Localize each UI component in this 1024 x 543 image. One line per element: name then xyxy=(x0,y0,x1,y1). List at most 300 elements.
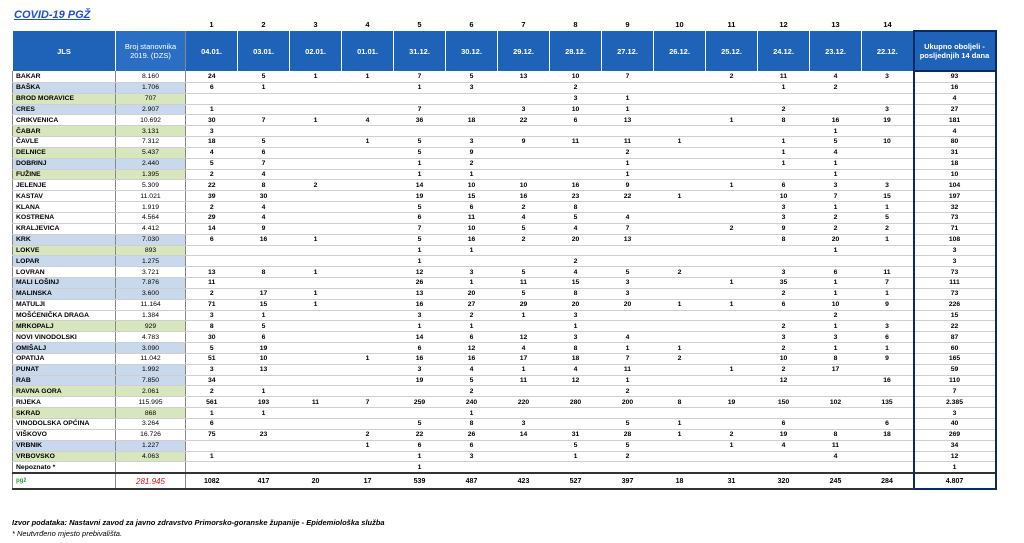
row-daily-cases xyxy=(290,169,342,180)
row-daily-cases: 7 xyxy=(810,191,862,202)
row-daily-cases xyxy=(550,126,602,137)
row-daily-cases xyxy=(290,353,342,364)
row-daily-cases: 3 xyxy=(810,332,862,343)
row-daily-cases: 4 xyxy=(498,212,550,223)
footnote: * Neutvrđeno mjesto prebivališta. xyxy=(12,529,123,538)
row-daily-cases xyxy=(810,419,862,430)
row-total: 110 xyxy=(914,375,996,386)
row-daily-cases: 259 xyxy=(394,397,446,408)
row-daily-cases: 4 xyxy=(602,332,654,343)
row-daily-cases xyxy=(758,256,810,267)
row-daily-cases: 19 xyxy=(862,115,914,126)
row-daily-cases: 11 xyxy=(758,71,810,82)
row-daily-cases: 1 xyxy=(758,147,810,158)
row-daily-cases: 11 xyxy=(446,212,498,223)
row-daily-cases xyxy=(342,310,394,321)
row-daily-cases xyxy=(550,158,602,169)
row-daily-cases xyxy=(706,321,758,332)
row-daily-cases: 18 xyxy=(550,353,602,364)
row-daily-cases xyxy=(342,245,394,256)
row-daily-cases: 6 xyxy=(394,440,446,451)
row-daily-cases: 8 xyxy=(758,115,810,126)
row-daily-cases xyxy=(186,462,238,473)
row-daily-cases xyxy=(654,408,706,419)
row-daily-cases: 5 xyxy=(394,419,446,430)
header-date: 25.12. xyxy=(706,31,758,71)
row-daily-cases xyxy=(498,169,550,180)
row-municipality: VINODOLSKA OPĆINA xyxy=(13,419,116,430)
row-population: 868 xyxy=(116,408,186,419)
row-daily-cases: 2 xyxy=(758,364,810,375)
row-daily-cases: 1 xyxy=(186,451,238,462)
row-population: 1.395 xyxy=(116,169,186,180)
row-daily-cases xyxy=(498,126,550,137)
row-daily-cases xyxy=(498,245,550,256)
row-municipality: NOVI VINODOLSKI xyxy=(13,332,116,343)
row-daily-cases xyxy=(342,299,394,310)
row-daily-cases: 1 xyxy=(342,353,394,364)
row-daily-cases xyxy=(186,93,238,104)
row-daily-cases: 20 xyxy=(550,299,602,310)
row-daily-cases: 8 xyxy=(446,419,498,430)
row-daily-cases xyxy=(498,321,550,332)
table-row xyxy=(13,223,996,234)
row-daily-cases: 10 xyxy=(550,71,602,82)
sum-row xyxy=(13,473,996,489)
row-municipality: MATULJI xyxy=(13,299,116,310)
row-population: 3.264 xyxy=(116,419,186,430)
row-daily-cases: 34 xyxy=(186,375,238,386)
row-municipality: DOBRINJ xyxy=(13,158,116,169)
row-population: 1.919 xyxy=(116,202,186,213)
sum-daily-cases: 245 xyxy=(810,473,862,489)
row-daily-cases: 5 xyxy=(498,288,550,299)
table-row xyxy=(13,126,996,137)
row-daily-cases xyxy=(706,137,758,148)
row-municipality: DELNICE xyxy=(13,147,116,158)
row-daily-cases: 561 xyxy=(186,397,238,408)
row-daily-cases: 1 xyxy=(706,299,758,310)
row-daily-cases: 4 xyxy=(446,364,498,375)
column-number: 6 xyxy=(469,20,474,29)
row-daily-cases: 1 xyxy=(238,310,290,321)
row-daily-cases xyxy=(342,267,394,278)
row-daily-cases: 1 xyxy=(758,158,810,169)
row-daily-cases: 9 xyxy=(238,223,290,234)
row-daily-cases xyxy=(706,147,758,158)
row-municipality: MALINSKA xyxy=(13,288,116,299)
pgz-logo: pgž xyxy=(16,478,27,485)
row-daily-cases: 9 xyxy=(602,180,654,191)
row-daily-cases: 6 xyxy=(862,419,914,430)
sum-daily-cases: 18 xyxy=(654,473,706,489)
row-daily-cases: 8 xyxy=(238,180,290,191)
row-daily-cases: 9 xyxy=(862,353,914,364)
row-daily-cases xyxy=(654,440,706,451)
row-daily-cases: 4 xyxy=(342,115,394,126)
row-daily-cases: 11 xyxy=(602,137,654,148)
row-daily-cases: 135 xyxy=(862,397,914,408)
row-municipality: LOPAR xyxy=(13,256,116,267)
row-daily-cases: 4 xyxy=(550,364,602,375)
row-daily-cases xyxy=(602,82,654,93)
sum-daily-cases: 320 xyxy=(758,473,810,489)
table-row xyxy=(13,158,996,169)
row-daily-cases: 3 xyxy=(446,82,498,93)
row-daily-cases: 6 xyxy=(446,440,498,451)
row-daily-cases: 10 xyxy=(498,180,550,191)
row-daily-cases: 1 xyxy=(394,451,446,462)
row-daily-cases xyxy=(550,169,602,180)
row-daily-cases: 3 xyxy=(602,288,654,299)
row-daily-cases: 5 xyxy=(498,267,550,278)
row-daily-cases: 1 xyxy=(394,169,446,180)
row-daily-cases: 1 xyxy=(602,104,654,115)
row-daily-cases: 2 xyxy=(186,386,238,397)
row-daily-cases: 2 xyxy=(602,147,654,158)
row-daily-cases: 2 xyxy=(186,202,238,213)
row-municipality: MRKOPALJ xyxy=(13,321,116,332)
table-row xyxy=(13,147,996,158)
row-daily-cases xyxy=(654,223,706,234)
row-daily-cases xyxy=(342,408,394,419)
column-number: 13 xyxy=(831,20,840,29)
row-daily-cases: 3 xyxy=(550,93,602,104)
row-daily-cases: 3 xyxy=(394,310,446,321)
row-daily-cases: 3 xyxy=(446,451,498,462)
row-daily-cases: 11 xyxy=(602,364,654,375)
row-daily-cases: 1 xyxy=(602,343,654,354)
row-daily-cases: 75 xyxy=(186,429,238,440)
sum-daily-cases: 31 xyxy=(706,473,758,489)
table-row xyxy=(13,397,996,408)
row-municipality: VRBOVSKO xyxy=(13,451,116,462)
row-total: 22 xyxy=(914,321,996,332)
row-daily-cases: 20 xyxy=(602,299,654,310)
row-daily-cases: 1 xyxy=(810,202,862,213)
row-daily-cases: 3 xyxy=(186,126,238,137)
row-total: 7 xyxy=(914,386,996,397)
row-daily-cases: 4 xyxy=(238,169,290,180)
row-daily-cases: 8 xyxy=(238,267,290,278)
row-daily-cases xyxy=(290,158,342,169)
row-daily-cases: 1 xyxy=(446,169,498,180)
header-date: 22.12. xyxy=(862,31,914,71)
row-daily-cases xyxy=(758,169,810,180)
row-daily-cases xyxy=(706,158,758,169)
row-total: 40 xyxy=(914,419,996,430)
sum-total: 4.807 xyxy=(914,473,996,489)
row-population: 1.275 xyxy=(116,256,186,267)
row-daily-cases: 3 xyxy=(446,267,498,278)
row-daily-cases: 1 xyxy=(498,310,550,321)
row-daily-cases: 35 xyxy=(758,278,810,289)
row-daily-cases: 7 xyxy=(394,223,446,234)
row-daily-cases xyxy=(342,191,394,202)
row-daily-cases xyxy=(290,451,342,462)
row-total: 269 xyxy=(914,429,996,440)
row-daily-cases: 5 xyxy=(238,321,290,332)
header-date: 28.12. xyxy=(550,31,602,71)
row-daily-cases: 12 xyxy=(550,375,602,386)
header-date: 30.12. xyxy=(446,31,498,71)
sum-daily-cases: 423 xyxy=(498,473,550,489)
row-daily-cases xyxy=(290,93,342,104)
row-total: 93 xyxy=(914,71,996,82)
row-daily-cases: 5 xyxy=(394,137,446,148)
row-population: 115.995 xyxy=(116,397,186,408)
row-daily-cases: 16 xyxy=(550,180,602,191)
row-daily-cases: 1 xyxy=(810,126,862,137)
row-daily-cases: 3 xyxy=(810,180,862,191)
row-daily-cases: 2 xyxy=(186,169,238,180)
row-daily-cases: 6 xyxy=(446,332,498,343)
row-daily-cases: 2 xyxy=(810,310,862,321)
row-daily-cases: 2 xyxy=(498,234,550,245)
row-daily-cases xyxy=(654,71,706,82)
row-daily-cases xyxy=(550,147,602,158)
row-daily-cases: 4 xyxy=(550,223,602,234)
row-daily-cases xyxy=(654,256,706,267)
row-daily-cases xyxy=(394,126,446,137)
row-daily-cases: 3 xyxy=(758,212,810,223)
table-row xyxy=(13,71,996,82)
table-row xyxy=(13,321,996,332)
row-total: 1 xyxy=(914,462,996,473)
row-daily-cases: 29 xyxy=(186,212,238,223)
header-date: 01.01. xyxy=(342,31,394,71)
row-daily-cases xyxy=(238,278,290,289)
row-daily-cases: 1 xyxy=(602,375,654,386)
table-row xyxy=(13,93,996,104)
row-daily-cases: 17 xyxy=(810,364,862,375)
column-number: 7 xyxy=(521,20,526,29)
row-daily-cases xyxy=(498,82,550,93)
row-daily-cases: 6 xyxy=(758,419,810,430)
table-row xyxy=(13,104,996,115)
row-daily-cases xyxy=(342,256,394,267)
row-daily-cases xyxy=(290,191,342,202)
row-daily-cases xyxy=(498,93,550,104)
row-total: 181 xyxy=(914,115,996,126)
table-row xyxy=(13,375,996,386)
row-daily-cases xyxy=(290,408,342,419)
row-daily-cases: 4 xyxy=(602,212,654,223)
row-daily-cases: 2 xyxy=(602,386,654,397)
row-daily-cases: 6 xyxy=(810,267,862,278)
row-daily-cases xyxy=(862,440,914,451)
row-daily-cases xyxy=(498,256,550,267)
row-daily-cases xyxy=(550,419,602,430)
row-municipality: VIŠKOVO xyxy=(13,429,116,440)
row-population: 4.063 xyxy=(116,451,186,462)
row-daily-cases: 1 xyxy=(290,234,342,245)
row-daily-cases: 1 xyxy=(862,288,914,299)
row-daily-cases: 1 xyxy=(654,299,706,310)
row-daily-cases: 3 xyxy=(498,419,550,430)
row-daily-cases xyxy=(654,310,706,321)
row-daily-cases xyxy=(342,375,394,386)
row-daily-cases xyxy=(342,386,394,397)
table-row xyxy=(13,408,996,419)
column-number: 5 xyxy=(417,20,422,29)
row-daily-cases: 1 xyxy=(810,169,862,180)
row-daily-cases xyxy=(862,451,914,462)
column-number-blank xyxy=(13,18,116,31)
table-row xyxy=(13,288,996,299)
row-daily-cases: 2 xyxy=(758,104,810,115)
row-daily-cases xyxy=(394,93,446,104)
row-daily-cases xyxy=(654,147,706,158)
row-daily-cases xyxy=(862,147,914,158)
row-daily-cases: 28 xyxy=(602,429,654,440)
header-total: Ukupno oboljeli - posljednjih 14 dana xyxy=(914,31,996,71)
row-daily-cases xyxy=(706,82,758,93)
row-daily-cases: 1 xyxy=(394,245,446,256)
row-daily-cases: 7 xyxy=(602,353,654,364)
row-population: 5.309 xyxy=(116,180,186,191)
row-daily-cases: 5 xyxy=(810,137,862,148)
row-daily-cases: 10 xyxy=(758,191,810,202)
row-municipality: OPATIJA xyxy=(13,353,116,364)
row-daily-cases: 2 xyxy=(550,256,602,267)
row-daily-cases xyxy=(862,408,914,419)
row-total: 32 xyxy=(914,202,996,213)
row-daily-cases xyxy=(290,332,342,343)
row-population: 7.850 xyxy=(116,375,186,386)
header-date: 29.12. xyxy=(498,31,550,71)
row-daily-cases xyxy=(862,93,914,104)
row-total: 18 xyxy=(914,158,996,169)
row-daily-cases xyxy=(342,202,394,213)
row-daily-cases: 5 xyxy=(394,234,446,245)
row-daily-cases xyxy=(810,408,862,419)
row-daily-cases: 2 xyxy=(810,212,862,223)
row-population: 7.876 xyxy=(116,278,186,289)
row-daily-cases xyxy=(342,82,394,93)
row-daily-cases: 11 xyxy=(810,440,862,451)
row-daily-cases: 6 xyxy=(758,180,810,191)
row-daily-cases: 1 xyxy=(550,321,602,332)
sum-daily-cases: 20 xyxy=(290,473,342,489)
row-total: 73 xyxy=(914,212,996,223)
table-row xyxy=(13,267,996,278)
row-daily-cases: 2 xyxy=(342,429,394,440)
row-total: 87 xyxy=(914,332,996,343)
row-municipality: BAKAR xyxy=(13,71,116,82)
row-daily-cases: 1 xyxy=(394,82,446,93)
row-daily-cases xyxy=(602,256,654,267)
row-daily-cases xyxy=(758,462,810,473)
row-daily-cases: 36 xyxy=(394,115,446,126)
row-daily-cases: 6 xyxy=(758,299,810,310)
row-daily-cases: 16 xyxy=(810,115,862,126)
row-daily-cases xyxy=(654,212,706,223)
row-daily-cases: 9 xyxy=(446,147,498,158)
row-population: 4.564 xyxy=(116,212,186,223)
sum-daily-cases: 17 xyxy=(342,473,394,489)
row-daily-cases xyxy=(550,245,602,256)
page-title[interactable]: COVID-19 PGŽ xyxy=(14,9,91,21)
row-daily-cases xyxy=(186,245,238,256)
row-daily-cases: 7 xyxy=(238,158,290,169)
row-daily-cases xyxy=(342,332,394,343)
row-daily-cases xyxy=(446,462,498,473)
row-daily-cases xyxy=(342,364,394,375)
row-daily-cases xyxy=(550,386,602,397)
row-daily-cases xyxy=(498,158,550,169)
row-daily-cases xyxy=(498,451,550,462)
row-daily-cases: 11 xyxy=(186,278,238,289)
row-daily-cases xyxy=(550,462,602,473)
row-daily-cases: 6 xyxy=(394,343,446,354)
column-number: 2 xyxy=(261,20,266,29)
row-daily-cases: 19 xyxy=(706,397,758,408)
row-daily-cases: 20 xyxy=(550,234,602,245)
row-municipality: MOŠĆENIČKA DRAGA xyxy=(13,310,116,321)
row-daily-cases xyxy=(290,462,342,473)
row-daily-cases: 5 xyxy=(550,440,602,451)
row-daily-cases xyxy=(706,386,758,397)
row-daily-cases: 1 xyxy=(394,158,446,169)
row-population: 2.440 xyxy=(116,158,186,169)
row-daily-cases: 13 xyxy=(186,267,238,278)
row-daily-cases: 1 xyxy=(810,158,862,169)
row-daily-cases xyxy=(706,191,758,202)
row-daily-cases xyxy=(862,386,914,397)
header-jls: JLS xyxy=(13,31,116,71)
row-population: 1.706 xyxy=(116,82,186,93)
row-daily-cases: 240 xyxy=(446,397,498,408)
row-population: 3.600 xyxy=(116,288,186,299)
column-number: 12 xyxy=(779,20,788,29)
row-daily-cases xyxy=(342,180,394,191)
row-daily-cases xyxy=(654,451,706,462)
row-daily-cases: 9 xyxy=(862,299,914,310)
row-daily-cases: 20 xyxy=(446,288,498,299)
row-daily-cases: 10 xyxy=(758,353,810,364)
row-daily-cases: 1 xyxy=(758,137,810,148)
row-daily-cases: 8 xyxy=(810,353,862,364)
row-daily-cases xyxy=(654,245,706,256)
row-daily-cases: 12 xyxy=(394,267,446,278)
row-daily-cases: 3 xyxy=(862,104,914,115)
row-population: 7.030 xyxy=(116,234,186,245)
row-daily-cases: 17 xyxy=(498,353,550,364)
table-row xyxy=(13,245,996,256)
row-municipality: RIJEKA xyxy=(13,397,116,408)
row-municipality: FUŽINE xyxy=(13,169,116,180)
row-total: 108 xyxy=(914,234,996,245)
row-daily-cases: 5 xyxy=(446,71,498,82)
row-daily-cases: 1 xyxy=(394,462,446,473)
row-daily-cases: 15 xyxy=(862,191,914,202)
row-daily-cases xyxy=(342,451,394,462)
row-municipality: SKRAD xyxy=(13,408,116,419)
row-daily-cases: 2 xyxy=(602,451,654,462)
row-daily-cases xyxy=(290,212,342,223)
row-daily-cases: 16 xyxy=(862,375,914,386)
row-daily-cases: 3 xyxy=(446,137,498,148)
row-daily-cases: 3 xyxy=(394,364,446,375)
row-daily-cases: 1 xyxy=(446,321,498,332)
header-date: 03.01. xyxy=(238,31,290,71)
row-total: 59 xyxy=(914,364,996,375)
row-daily-cases: 24 xyxy=(186,71,238,82)
row-daily-cases xyxy=(290,321,342,332)
row-daily-cases xyxy=(706,104,758,115)
row-daily-cases: 1 xyxy=(810,321,862,332)
